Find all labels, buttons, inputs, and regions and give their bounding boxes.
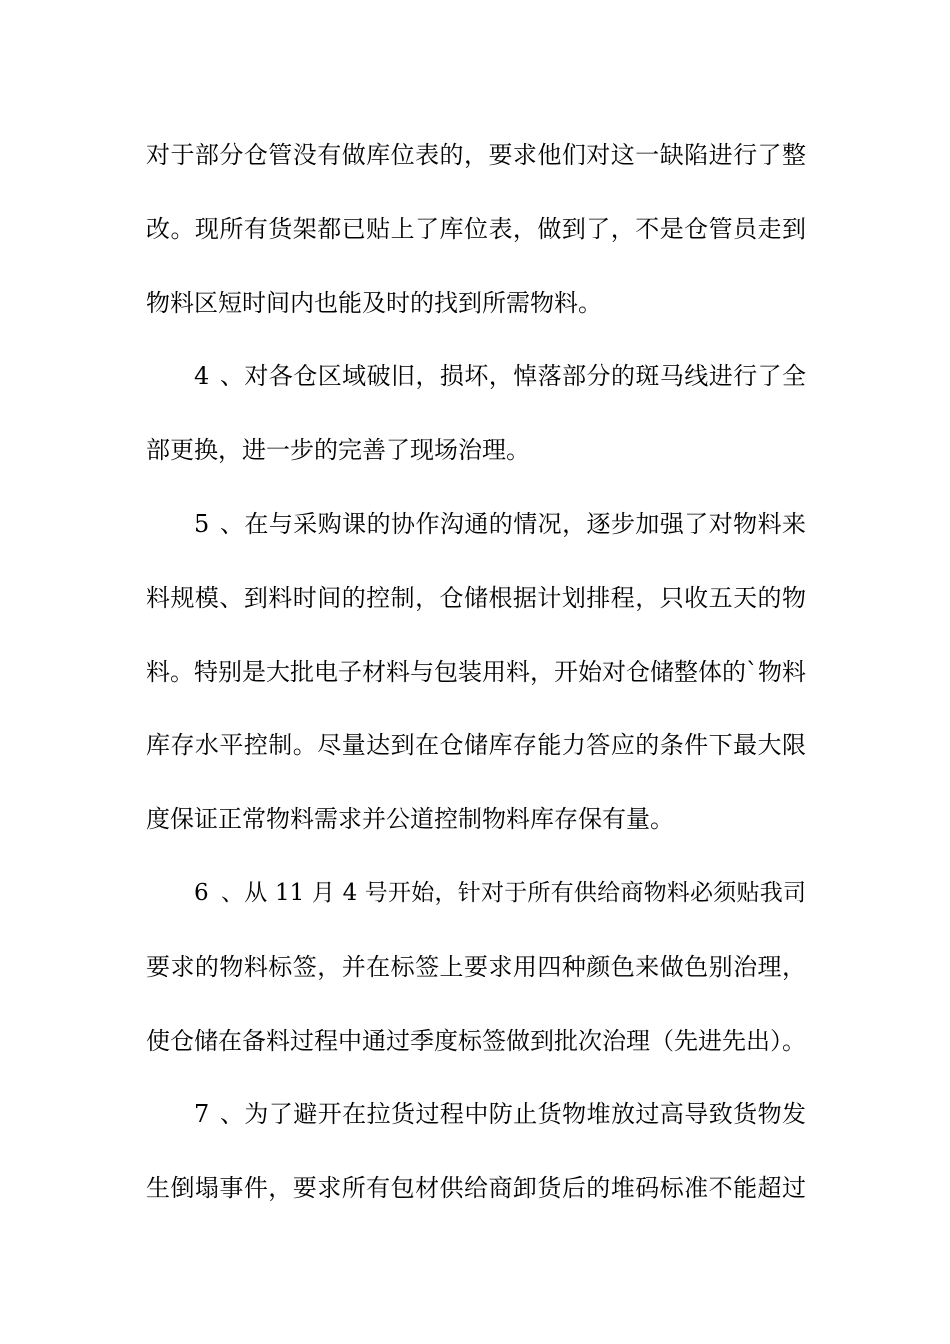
- text-line: 要求的物料标签，并在标签上要求用四种颜色来做色别治理，: [146, 952, 806, 981]
- text-line: 部更换，进一步的完善了现场治理。: [146, 436, 530, 465]
- text-line: 对于部分仓管没有做库位表的，要求他们对这一缺陷进行了整: [146, 141, 806, 169]
- list-item-6: [146, 863, 806, 937]
- document-body: [146, 125, 806, 1232]
- list-number: 6、: [194, 879, 244, 906]
- text-line: 库存水平控制。尽量达到在仓储库存能力答应的条件下最大限: [146, 731, 806, 760]
- text-line: 料规模、到料时间的控制，仓储根据计划排程，只收五天的物: [146, 583, 806, 612]
- list-item-text: 从 11 月 4 号开始，针对于所有供给商物料必须贴我司: [244, 879, 806, 906]
- list-number: 5、: [194, 509, 244, 538]
- text-line: 度保证正常物料需求并公道控制物料库存保有量。: [146, 805, 674, 834]
- list-item-7: [146, 1084, 806, 1158]
- list-item-text: 在与采购课的协作沟通的情况，逐步加强了对物料来: [244, 509, 806, 538]
- text-line: 物料区短时间内也能及时的找到所需物料。: [146, 288, 602, 317]
- list-item-5: [146, 494, 806, 568]
- list-number: 7、: [194, 1100, 244, 1129]
- list-item-text: 对各仓区域破旧，损坏，悼落部分的斑马线进行了全: [244, 362, 806, 391]
- text-line: 生倒塌事件，要求所有包材供给商卸货后的堆码标准不能超过: [146, 1174, 806, 1203]
- list-item-text: 为了避开在拉货过程中防止货物堆放过高导致货物发: [244, 1100, 806, 1129]
- text-line: 改。现所有货架都已贴上了库位表，做到了，不是仓管员走到: [146, 214, 806, 243]
- text-line: 使仓储在备料过程中通过季度标签做到批次治理（先进先出）。: [146, 1026, 806, 1055]
- list-item-4: [146, 346, 806, 420]
- text-line: 料。特别是大批电子材料与包装用料，开始对仓储整体的`物料: [146, 657, 806, 686]
- list-number: 4、: [194, 362, 244, 391]
